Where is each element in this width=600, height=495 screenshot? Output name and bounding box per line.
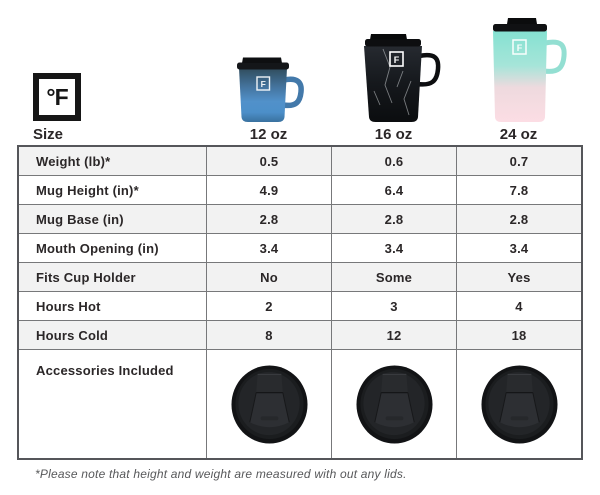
row-label-cup-holder: Fits Cup Holder <box>36 269 136 285</box>
table-row-accessories <box>19 349 581 458</box>
hourshot-12oz-value: 2 <box>206 292 331 320</box>
mouth-24oz-value: 3.4 <box>456 234 581 262</box>
table-row-mouth-opening <box>19 233 581 262</box>
hourshot-16oz-value: 3 <box>331 292 456 320</box>
height-16oz-value: 6.4 <box>331 176 456 204</box>
height-12oz-value: 4.9 <box>206 176 331 204</box>
svg-text:F: F <box>516 43 523 53</box>
mug-24oz-image <box>486 16 574 126</box>
weight-12oz-value: 0.5 <box>206 147 331 175</box>
height-24oz-value: 7.8 <box>456 176 581 204</box>
row-label-weight: Weight (lb)* <box>36 153 111 169</box>
weight-16oz-value: 0.6 <box>331 147 456 175</box>
cupholder-12oz-value: No <box>206 263 331 291</box>
row-label-mug-base: Mug Base (in) <box>36 211 124 227</box>
table-row-weight <box>19 147 581 175</box>
accessory-lid-12oz <box>206 350 331 458</box>
mug-12oz-image <box>227 56 309 126</box>
brand-logo-icon: °F <box>33 73 81 121</box>
sliding-lid-icon <box>480 364 559 445</box>
base-24oz-value: 2.8 <box>456 205 581 233</box>
weight-24oz-value: 0.7 <box>456 147 581 175</box>
size-header-label: Size <box>33 126 64 143</box>
accessory-lid-24oz <box>456 350 581 458</box>
footnote: *Please note that height and weight are measured with out any lids. <box>35 467 407 481</box>
table-row-cup-holder <box>19 262 581 291</box>
accessory-lid-16oz <box>331 350 456 458</box>
hourscold-12oz-value: 8 <box>206 321 331 349</box>
table-row-hours-hot <box>19 291 581 320</box>
table-row-mug-base <box>19 204 581 233</box>
mouth-12oz-value: 3.4 <box>206 234 331 262</box>
mug-16oz-image <box>359 33 445 126</box>
sliding-lid-icon <box>230 364 309 445</box>
svg-text:F: F <box>393 55 400 65</box>
row-label-mouth-opening: Mouth Opening (in) <box>36 240 159 256</box>
hourshot-24oz-value: 4 <box>456 292 581 320</box>
row-label-accessories: Accessories Included <box>36 363 174 378</box>
column-header-16oz: 16 oz <box>374 126 413 143</box>
table-row-hours-cold <box>19 320 581 349</box>
hourscold-16oz-value: 12 <box>331 321 456 349</box>
row-label-mug-height: Mug Height (in)* <box>36 182 139 198</box>
base-12oz-value: 2.8 <box>206 205 331 233</box>
column-header-24oz: 24 oz <box>499 126 538 143</box>
row-label-hours-hot: Hours Hot <box>36 298 101 314</box>
svg-text:F: F <box>260 79 266 89</box>
hourscold-24oz-value: 18 <box>456 321 581 349</box>
cupholder-16oz-value: Some <box>331 263 456 291</box>
cupholder-24oz-value: Yes <box>456 263 581 291</box>
row-label-hours-cold: Hours Cold <box>36 327 109 343</box>
mouth-16oz-value: 3.4 <box>331 234 456 262</box>
column-header-12oz: 12 oz <box>249 126 288 143</box>
sliding-lid-icon <box>355 364 434 445</box>
table-row-mug-height <box>19 175 581 204</box>
spec-table <box>17 145 583 460</box>
base-16oz-value: 2.8 <box>331 205 456 233</box>
